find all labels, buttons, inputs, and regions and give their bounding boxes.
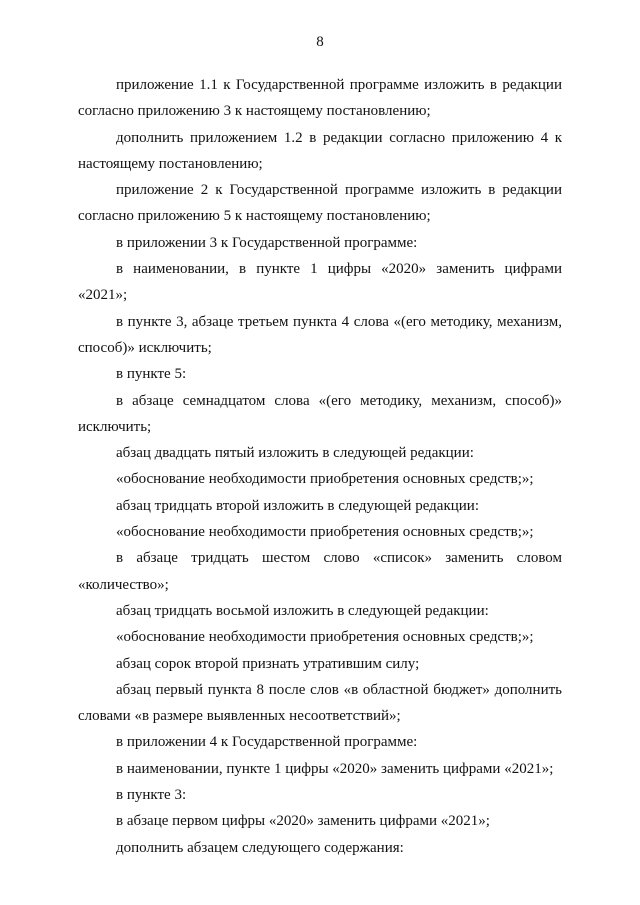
paragraph-14: абзац тридцать восьмой изложить в следующей редакции: [116, 602, 489, 619]
paragraph-2: дополнить приложением 1.2 в редакции согласно приложению 4 к настоящему постановлению; [78, 129, 562, 172]
paragraph-5: в наименовании, в пункте 1 цифры «2020» заменить цифрами «2021»; [78, 261, 562, 304]
paragraph-7: в пункте 5: [116, 366, 187, 383]
paragraph-3: приложение 2 к Государственной программе изложить в редакции согласно приложению 5 к настоящему постановлению; [78, 182, 562, 225]
document-body [78, 72, 562, 861]
paragraph-19: в наименовании, пункте 1 цифры «2020» заменить цифрами «2021»; [116, 760, 554, 777]
paragraph-12: «обоснование необходимости приобретения основных средств;»; [116, 524, 534, 541]
paragraph-9: абзац двадцать пятый изложить в следующей редакции: [116, 445, 474, 462]
paragraph-15: «обоснование необходимости приобретения основных средств;»; [116, 629, 534, 646]
paragraph-10: «обоснование необходимости приобретения основных средств;»; [116, 471, 534, 488]
paragraph-8: в абзаце семнадцатом слова «(его методику, механизм, способ)» исключить; [78, 392, 562, 435]
paragraph-11: абзац тридцать второй изложить в следующей редакции: [116, 497, 479, 514]
paragraph-20: в пункте 3: [116, 787, 187, 804]
paragraph-21: в абзаце первом цифры «2020» заменить цифрами «2021»; [116, 813, 490, 830]
paragraph-4: в приложении 3 к Государственной программе: [116, 234, 418, 251]
paragraph-17: абзац первый пункта 8 после слов «в областной бюджет» дополнить словами «в размере выявленных несоответствий»; [78, 681, 562, 725]
page-number: 8 [316, 34, 324, 50]
paragraph-1: приложение 1.1 к Государственной программе изложить в редакции согласно приложению 3 к настоящему постановлению; [78, 77, 562, 120]
paragraph-18: в приложении 4 к Государственной программе: [116, 734, 418, 751]
paragraph-13: в абзаце тридцать шестом слово «список» заменить словом «количество»; [78, 550, 562, 593]
paragraph-22: дополнить абзацем следующего содержания: [116, 839, 404, 856]
paragraph-16: абзац сорок второй признать утратившим силу; [116, 655, 420, 672]
paragraph-6: в пункте 3, абзаце третьем пункта 4 слова «(его методику, механизм, способ)» исключить; [78, 313, 562, 356]
